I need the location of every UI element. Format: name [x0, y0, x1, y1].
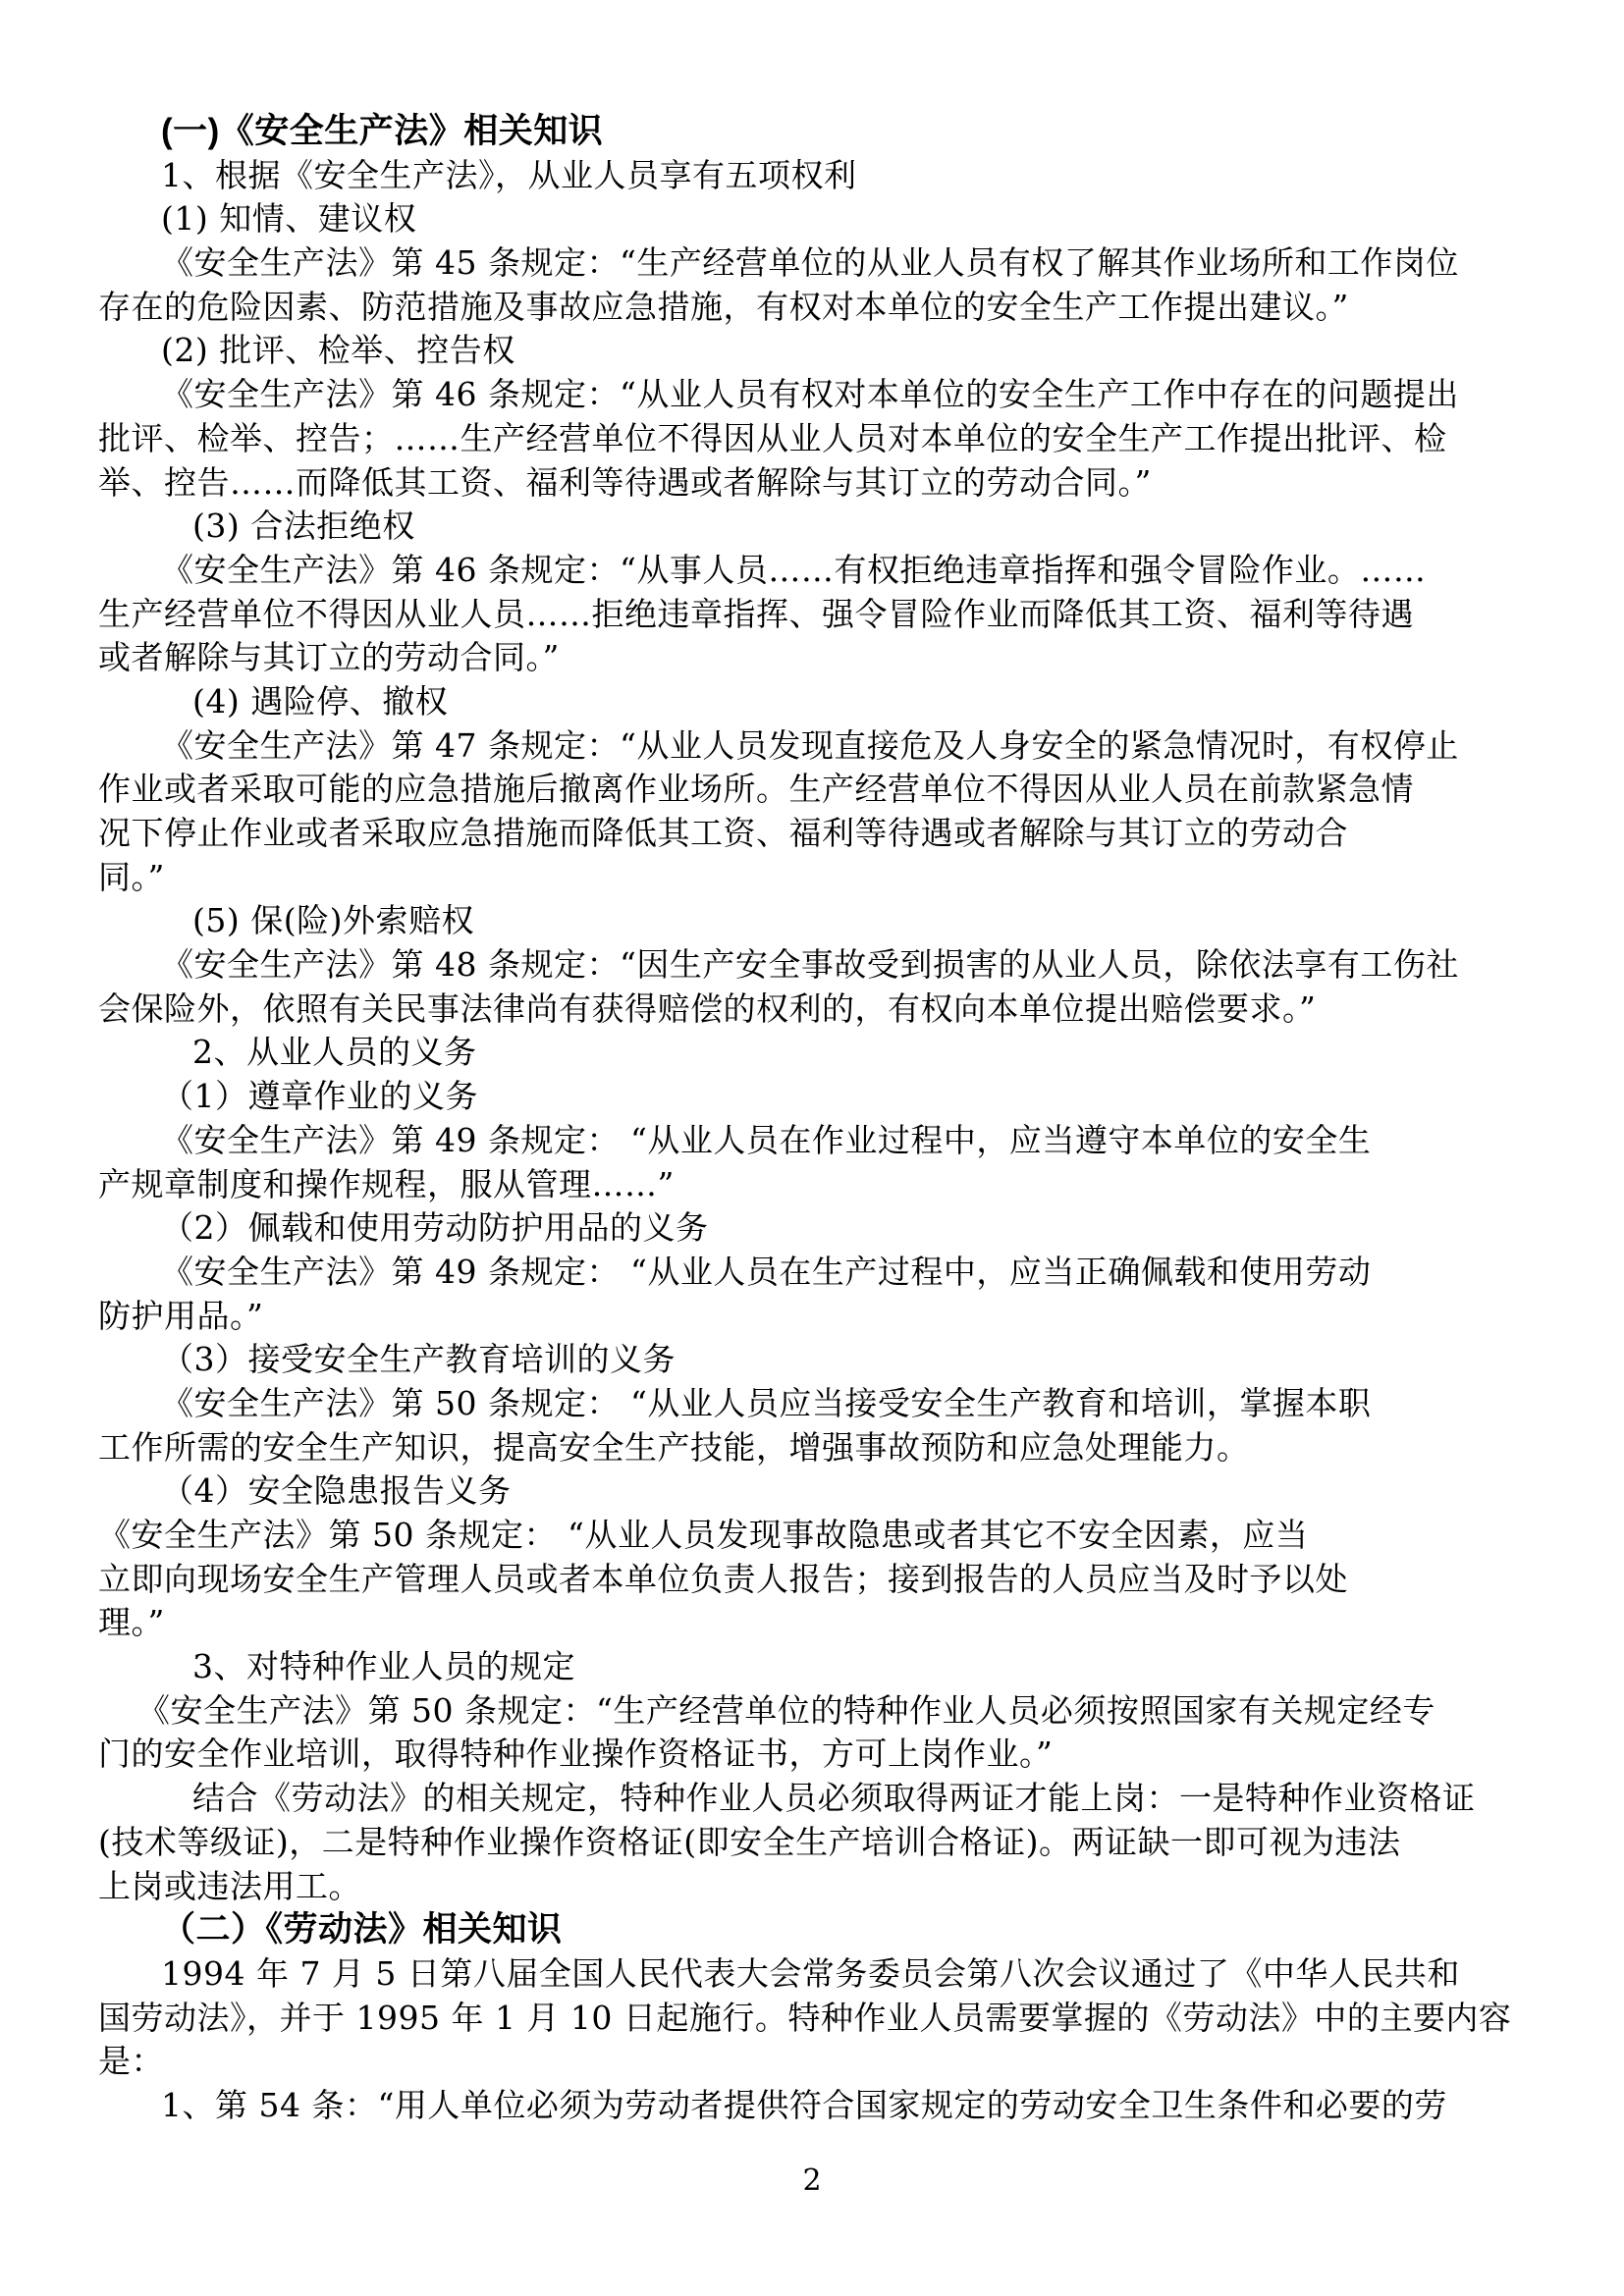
text-line: 结合《劳动法》的相关规定，特种作业人员必须取得两证才能上岗：一是特种作业资格证 [192, 1779, 1476, 1818]
text-line: (5) 保(险)外索赔权 [192, 901, 474, 940]
text-line: 会保险外，依照有关民事法律尚有获得赔偿的权利的，有权向本单位提出赔偿要求。” [98, 988, 1317, 1028]
section-heading: （二）《劳动法》相关知识 [161, 1910, 563, 1949]
text-line: 《安全生产法》第 47 条规定：“从业人员发现直接危及人身安全的紧急情况时，有权停止 [161, 725, 1459, 765]
text-line: 《安全生产法》第 50 条规定： “从业人员应当接受安全生产教育和培训，掌握本职 [161, 1383, 1372, 1422]
text-line: （2）佩载和使用劳动防护用品的义务 [161, 1208, 709, 1248]
text-line: 理。” [98, 1603, 165, 1642]
text-line: 1994 年 7 月 5 日第八届全国人民代表大会常务委员会第八次会议通过了《中华人民共和 [161, 1953, 1460, 1993]
text-line: （3）接受安全生产教育培训的义务 [161, 1340, 676, 1379]
text-line: 或者解除与其订立的劳动合同。” [98, 638, 560, 677]
text-line: 批评、检举、控告；……生产经营单位不得因从业人员对本单位的安全生产工作提出批评、检 [98, 418, 1447, 457]
text-line: 举、控告……而降低其工资、福利等待遇或者解除与其订立的劳动合同。” [98, 462, 1152, 502]
text-line: 3、对特种作业人员的规定 [192, 1647, 575, 1686]
text-line: 《安全生产法》第 45 条规定：“生产经营单位的从业人员有权了解其作业场所和工作岗位 [161, 243, 1459, 283]
text-line: 生产经营单位不得因从业人员……拒绝违章指挥、强令冒险作业而降低其工资、福利等待遇 [98, 594, 1414, 633]
text-line: (4) 遇险停、撤权 [192, 681, 449, 721]
text-line: 况下停止作业或者采取应急措施而降低其工资、福利等待遇或者解除与其订立的劳动合 [98, 814, 1348, 852]
text-line: 产规章制度和操作规程，服从管理……” [98, 1164, 675, 1203]
text-line: 门的安全作业培训，取得特种作业操作资格证书，方可上岗作业。” [98, 1735, 1054, 1774]
text-line: 《安全生产法》第 48 条规定：“因生产安全事故受到损害的从业人员，除依法享有工伤社 [161, 945, 1459, 985]
page-footer [0, 2160, 1624, 2203]
text-line: 《安全生产法》第 50 条规定： “从业人员发现事故隐患或者其它不安全因素，应当 [98, 1516, 1309, 1554]
text-line: 《安全生产法》第 46 条规定：“从业人员有权对本单位的安全生产工作中存在的问题提出 [161, 375, 1459, 414]
text-line: 《安全生产法》第 49 条规定： “从业人员在作业过程中，应当遵守本单位的安全生 [161, 1120, 1372, 1159]
page-number: 2 [802, 2163, 822, 2198]
text-line: 《安全生产法》第 49 条规定： “从业人员在生产过程中，应当正确佩载和使用劳动 [161, 1252, 1372, 1291]
text-line: 《安全生产法》第 46 条规定：“从事人员……有权拒绝违章指挥和强令冒险作业。…… [161, 550, 1427, 589]
text-line: 《安全生产法》第 50 条规定：“生产经营单位的特种作业人员必须按照国家有关规定经专 [137, 1690, 1435, 1730]
text-line: （1）遵章作业的义务 [161, 1077, 478, 1116]
text-line: (3) 合法拒绝权 [192, 507, 415, 546]
document-content [98, 110, 1530, 2128]
section-heading: (一)《安全生产法》相关知识 [161, 112, 604, 150]
text-line: 国劳动法》，并于 1995 年 1 月 10 日起施行。特种作业人员需要掌握的《劳动法》中的主要内容 [98, 1998, 1512, 2037]
text-line: 作业或者采取可能的应急措施后撤离作业场所。生产经营单位不得因从业人员在前款紧急情 [98, 770, 1414, 809]
text-line: 上岗或违法用工。 [98, 1866, 361, 1905]
text-line: 工作所需的安全生产知识，提高安全生产技能，增强事故预防和应急处理能力。 [98, 1427, 1250, 1467]
text-line: 同。” [98, 857, 165, 896]
text-line: (2) 批评、检举、控告权 [161, 331, 515, 370]
text-line: 存在的危险因素、防范措施及事故应急措施，有权对本单位的安全生产工作提出建议。” [98, 287, 1349, 326]
text-line: 2、从业人员的义务 [192, 1033, 477, 1072]
text-line: 防护用品。” [98, 1296, 264, 1335]
text-line: (1) 知情、建议权 [161, 199, 417, 239]
text-line: 1、第 54 条：“用人单位必须为劳动者提供符合国家规定的劳动安全卫生条件和必要的劳 [161, 2085, 1447, 2124]
text-line: (技术等级证)，二是特种作业操作资格证(即安全生产培训合格证)。两证缺一即可视为违法 [98, 1822, 1401, 1861]
text-line: （4）安全隐患报告义务 [161, 1471, 512, 1511]
text-line: 立即向现场安全生产管理人员或者本单位负责人报告；接到报告的人员应当及时予以处 [98, 1559, 1348, 1598]
text-line: 1、根据《安全生产法》，从业人员享有五项权利 [161, 155, 857, 194]
text-line: 是： [98, 2042, 164, 2081]
